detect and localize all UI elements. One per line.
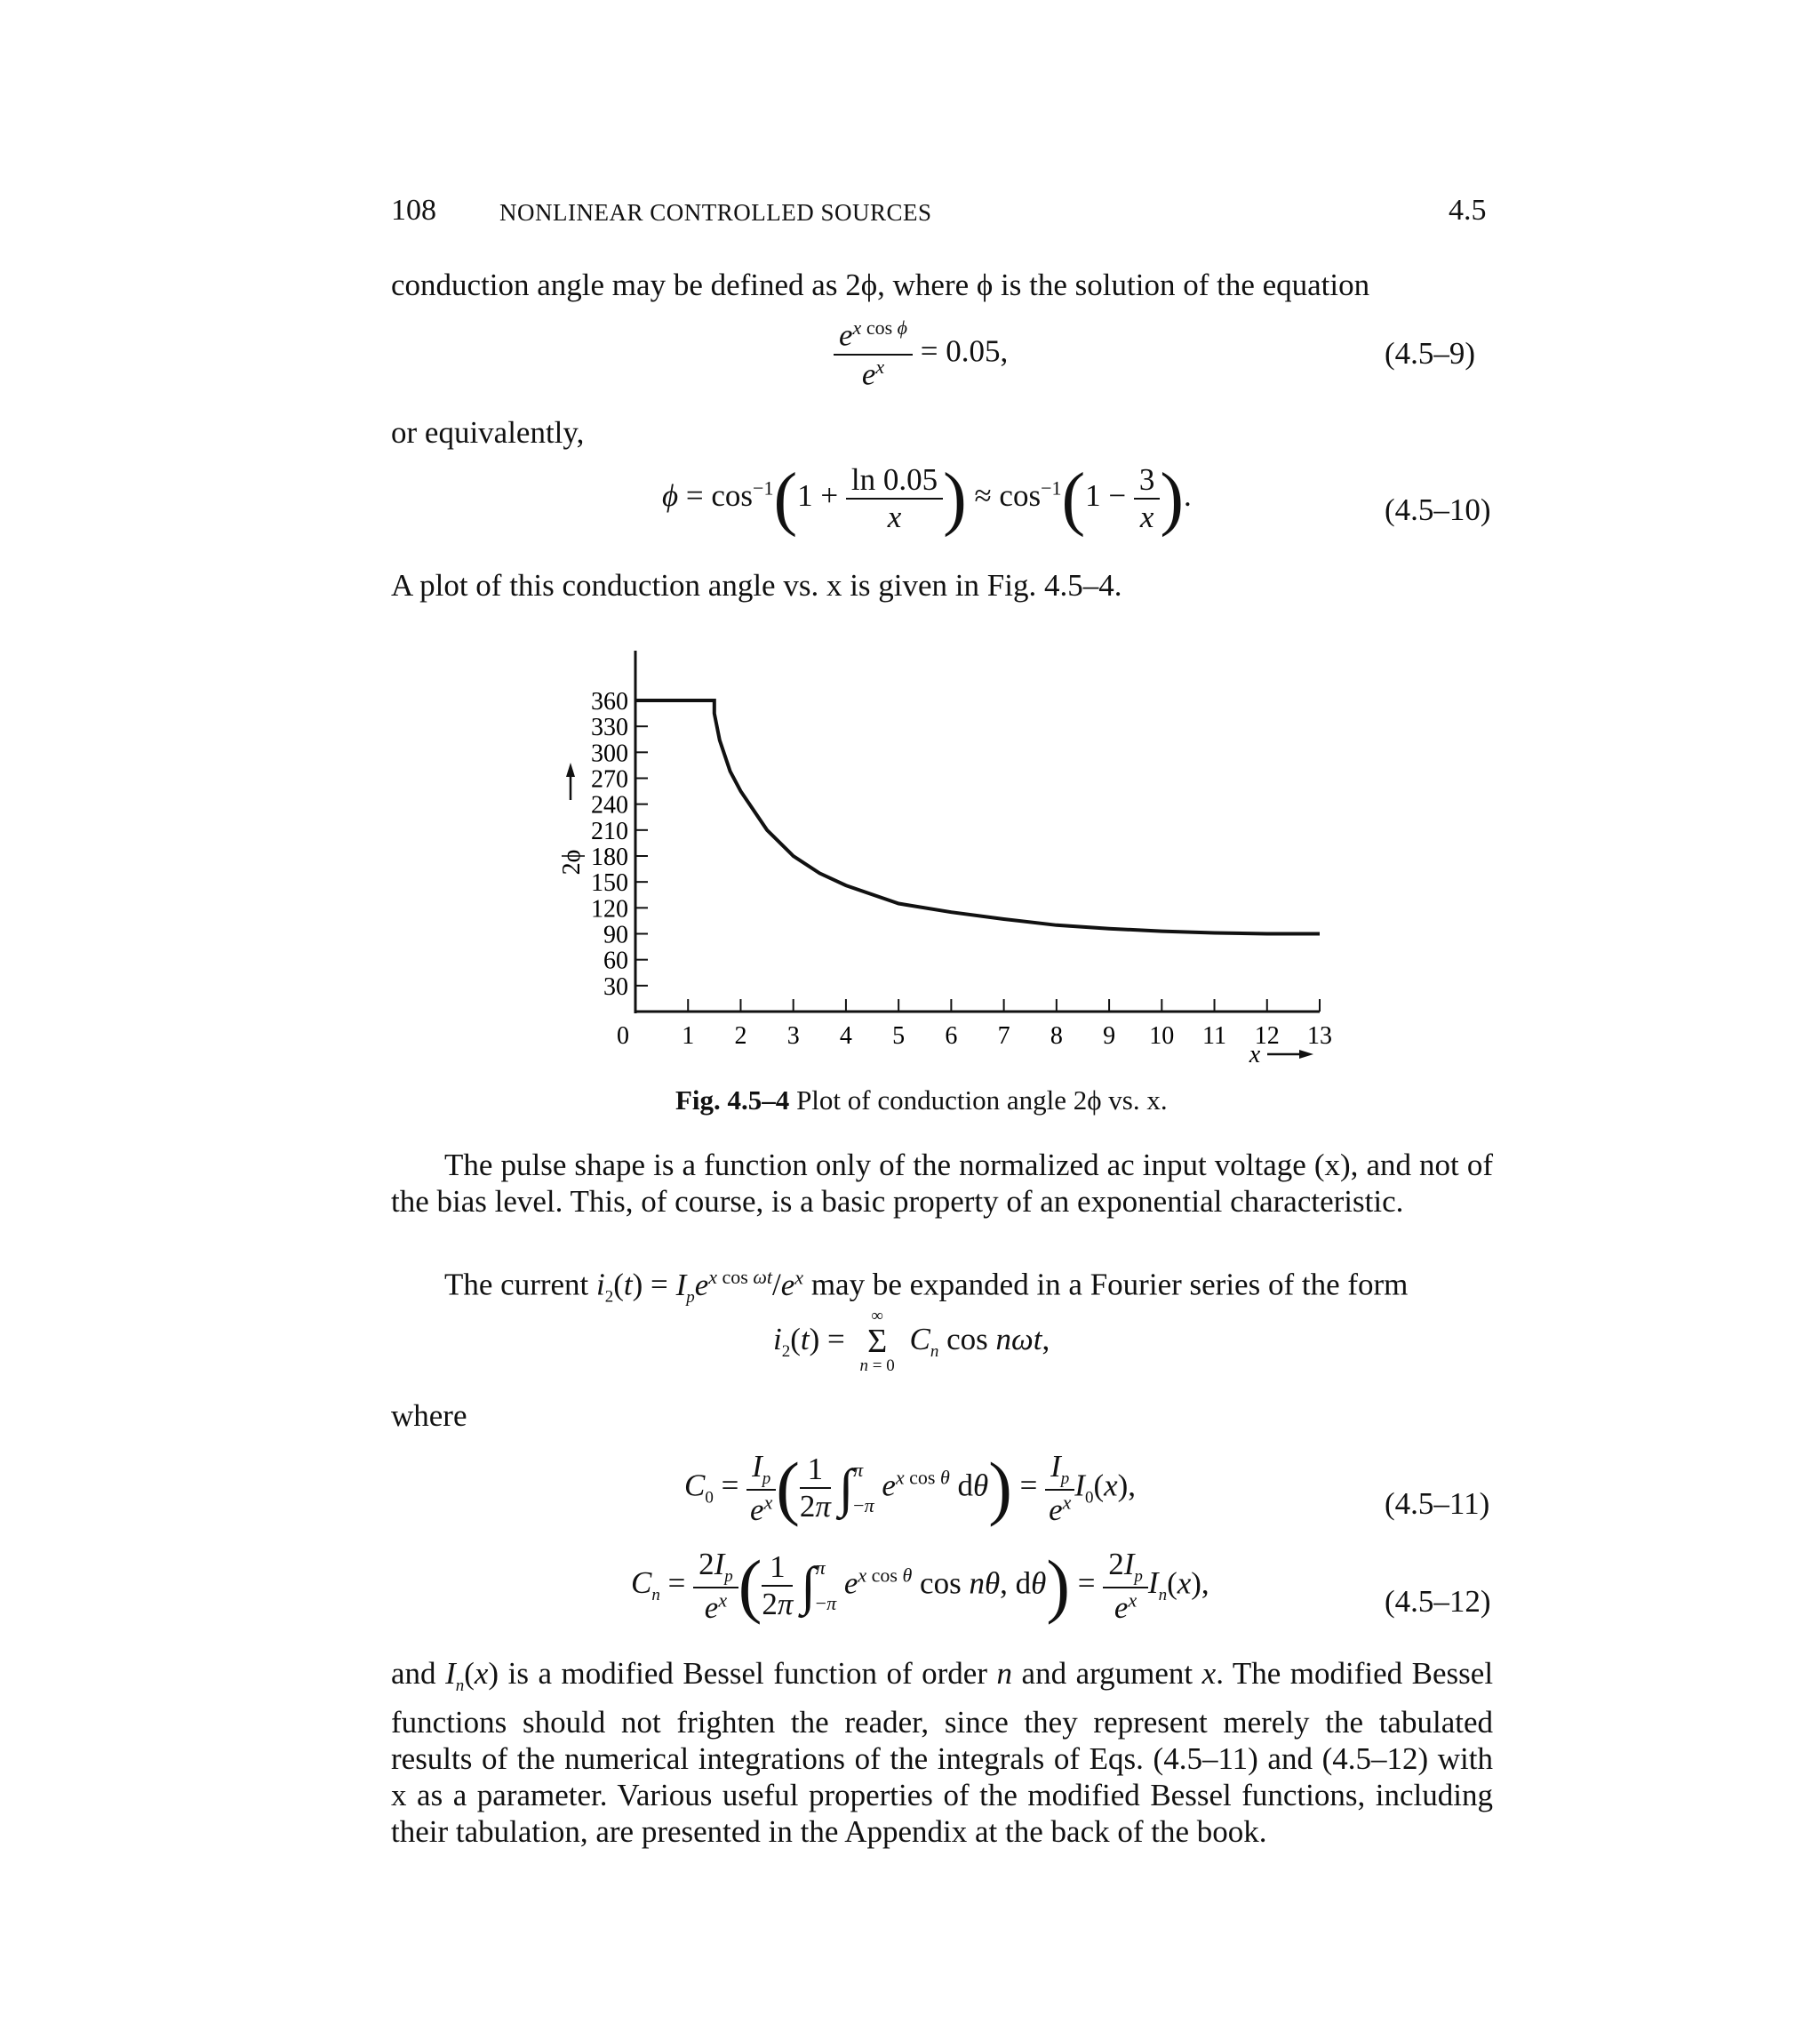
- para2-start: The current: [444, 1267, 589, 1302]
- x-axis-title: x: [1249, 1041, 1261, 1067]
- figure-caption-text: Plot of conduction angle 2ϕ vs. x.: [796, 1084, 1168, 1116]
- running-title: NONLINEAR CONTROLLED SOURCES: [499, 199, 932, 226]
- y-tick-label: 150: [591, 869, 628, 898]
- y-axis-title: 2ϕ: [558, 849, 586, 876]
- eq-number-4-5-9: (4.5–9): [1385, 336, 1476, 371]
- y-axis-label: [558, 763, 586, 875]
- y-tick-label: 210: [591, 817, 628, 845]
- x-tick-label: 9: [1103, 1022, 1116, 1050]
- plot-sentence: A plot of this conduction angle vs. x is given in Fig. 4.5–4.: [391, 568, 1122, 603]
- y-tick-label: 270: [591, 765, 628, 794]
- x-tick-label: 7: [997, 1022, 1010, 1050]
- where-label: where: [391, 1398, 467, 1433]
- x-tick-label: 6: [945, 1022, 958, 1050]
- x-tick-label: 5: [892, 1022, 906, 1050]
- or-equivalently: or equivalently,: [391, 415, 585, 450]
- x-tick-label: 10: [1149, 1022, 1175, 1050]
- series-line: [635, 700, 1320, 934]
- final-para-mid: and argument: [1021, 1656, 1193, 1691]
- equation-4-5-12: $C_n$ = $\frac{2I_p}{e^x}$ ( $\frac{1}{2\pi}$ ∫π −π $e^{x cos \theta}$ cos nθ, dθ) = $\frac{2I_p}{e^x}$ $I_n(x)$,: [631, 1547, 1209, 1626]
- final-para-lead: is a modified Bessel function of order: [507, 1656, 987, 1691]
- chart-axes: [635, 651, 1320, 1013]
- figure-caption-label: Fig. 4.5–4: [675, 1084, 790, 1116]
- y-tick-label: 60: [603, 947, 628, 975]
- y-tick-label: 30: [603, 972, 628, 1001]
- section-number: 4.5: [1449, 194, 1487, 227]
- eq-number-4-5-12: (4.5–12): [1385, 1584, 1491, 1619]
- equation-4-5-10: $\phi = \cos^{-1}(1$ + $\frac{\ln 0.05}{x}$ ) ≈ $\cos^{-1}(1$ − $\frac{3}{x}$ ).: [662, 460, 1192, 538]
- y-tick-label: 330: [591, 714, 628, 742]
- eq-number-4-5-10: (4.5–10): [1385, 492, 1491, 527]
- intro-line: conduction angle may be defined as 2ϕ, where ϕ is the solution of the equation: [391, 268, 1370, 302]
- paragraph-bessel: and $I_n(x)$ is a modified Bessel function of order n and argument x. The modified Bessel functions should not frighten the reader, since they represent merely the tabulated results of the numerical integrations of the integrals of Eqs. (4.5–11) and (4.5–12) with x as a parameter. Various useful properties of the modified Bessel functions, including their tabulation, are presented in the Appendix at the back of the book.: [391, 1656, 1494, 1849]
- x-tick-label: 1: [682, 1022, 695, 1050]
- conduction-angle-chart: [533, 640, 1351, 1067]
- y-tick-label: 360: [591, 688, 628, 716]
- page-number: 108: [391, 194, 436, 227]
- para2-end: may be expanded in a Fourier series of the form: [810, 1267, 1409, 1302]
- x-tick-label: 3: [786, 1022, 800, 1050]
- y-tick-label: 240: [591, 791, 628, 820]
- x-tick-label: 12: [1254, 1022, 1280, 1050]
- x-axis-label: [1249, 1041, 1313, 1067]
- x-tick-label: 4: [839, 1022, 852, 1050]
- y-tick-label: 300: [591, 740, 628, 768]
- paragraph-current: The current $i_2(t) = I_pe^{x cos \omega t}/e^x$ may be expanded in a Fourier series of the form: [444, 1266, 1409, 1307]
- fourier-series-equation: $i_2(t)$ = ∞ Σ n = 0 $C_n$ cos nωt,: [773, 1307, 1050, 1375]
- eq-number-4-5-11: (4.5–11): [1385, 1486, 1490, 1521]
- equation-4-5-11: $C_0$ = $\frac{I_p}{e^x}$ ( $\frac{1}{2\pi}$ ∫π −π $e^{x cos \theta}$ dθ) = $\frac{I_p}{e^x}$ $I_0(x)$,: [684, 1449, 1137, 1528]
- x-tick-label: 2: [734, 1022, 747, 1050]
- y-tick-label: 180: [591, 844, 628, 871]
- figure-caption: [675, 1084, 1168, 1116]
- paragraph-pulse-shape: The pulse shape is a function only of the normalized ac input voltage (x), and not of the bias level. This, of course, is a basic property of an exponential characteristic.: [391, 1148, 1493, 1219]
- y-tick-label: 120: [591, 895, 628, 924]
- equation-4-5-9: $\frac{e^{x cos \phi}}{e^x}$ = 0.05,: [834, 316, 1008, 392]
- x-tick-label: 8: [1050, 1022, 1063, 1050]
- eq-4-5-9-rhs: = 0.05,: [920, 333, 1009, 369]
- x-tick-label: 0: [617, 1022, 629, 1050]
- x-tick-label: 13: [1307, 1022, 1332, 1050]
- x-tick-label: 11: [1202, 1022, 1227, 1050]
- y-tick-label: 90: [603, 921, 628, 949]
- final-para-rest: . The modified Bessel functions should not frighten the reader, since they represent merely the tabulated results of the numerical integrations of the integrals of Eqs. (4.5–11) and (4.5–12) with x as a parameter. Various useful properties of the modified Bessel functions, including their tabulation, are presented in the Appendix at the back of the book.: [391, 1656, 1494, 1849]
